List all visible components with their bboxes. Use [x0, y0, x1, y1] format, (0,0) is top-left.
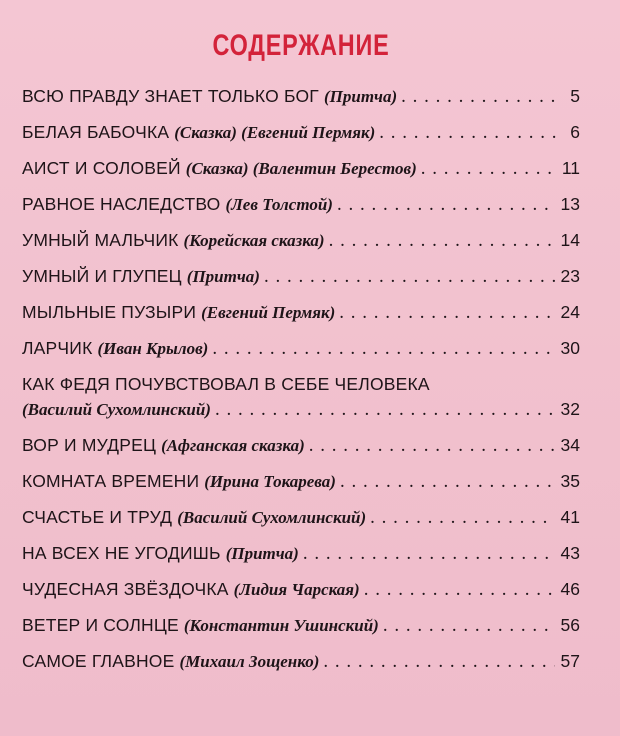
- toc-entry[interactable]: [22, 336, 580, 361]
- entry-page-number: 6: [570, 122, 580, 142]
- dot-leader: [329, 228, 555, 253]
- entry-author: (Василий Сухомлинский): [22, 400, 211, 419]
- entry-author: (Михаил Зощенко): [179, 652, 320, 671]
- entry-title: БЕЛАЯ БАБОЧКА: [22, 122, 170, 142]
- toc-entry[interactable]: [22, 264, 580, 289]
- toc-entry[interactable]: [22, 469, 580, 494]
- entry-author: (Лев Толстой): [225, 195, 333, 214]
- dot-leader: [337, 192, 555, 217]
- entry-title: ВЕТЕР И СОЛНЦЕ: [22, 615, 179, 635]
- entry-title: НА ВСЕХ НЕ УГОДИШЬ: [22, 543, 221, 563]
- entry-page-number: 5: [570, 86, 580, 106]
- dot-leader: [370, 505, 554, 530]
- dot-leader: [383, 613, 555, 638]
- entry-author: (Василий Сухомлинский): [177, 508, 367, 527]
- entry-author: (Лидия Чарская): [233, 580, 360, 599]
- entry-title: МЫЛЬНЫЕ ПУЗЫРИ: [22, 302, 197, 322]
- entry-author: (Евгений Пермяк): [201, 303, 336, 322]
- toc-entry[interactable]: [22, 577, 580, 602]
- dot-leader: [309, 433, 555, 458]
- dot-leader: [379, 120, 558, 145]
- entry-author: (Притча): [225, 544, 299, 563]
- dot-leader: [212, 336, 554, 361]
- toc-entry[interactable]: [22, 613, 580, 638]
- dot-leader: [264, 264, 555, 289]
- dot-leader: [421, 156, 556, 181]
- entry-title: ЛАРЧИК: [22, 338, 93, 358]
- entry-page-number: 30: [560, 338, 580, 358]
- toc-entry[interactable]: [22, 505, 580, 530]
- toc-entry[interactable]: [22, 649, 580, 674]
- entry-title: КАК ФЕДЯ ПОЧУВСТВОВАЛ В СЕБЕ ЧЕЛОВЕКА: [22, 374, 430, 394]
- toc-entry[interactable]: [22, 300, 580, 325]
- entry-page-number: 57: [560, 651, 580, 671]
- entry-page-number: 11: [561, 158, 580, 178]
- entry-title: УМНЫЙ И ГЛУПЕЦ: [22, 266, 182, 286]
- toc-entry[interactable]: [22, 192, 580, 217]
- toc-entry[interactable]: [22, 372, 580, 422]
- dot-leader: [303, 541, 555, 566]
- toc-entry[interactable]: [22, 84, 580, 109]
- entry-title: АИСТ И СОЛОВЕЙ: [22, 158, 181, 178]
- entry-title: РАВНОЕ НАСЛЕДСТВО: [22, 194, 221, 214]
- toc-entry[interactable]: [22, 156, 580, 181]
- entry-author: (Константин Ушинский): [183, 616, 379, 635]
- entry-author: (Сказка) (Валентин Берестов): [185, 159, 417, 178]
- entry-page-number: 13: [560, 194, 580, 214]
- entry-title: КОМНАТА ВРЕМЕНИ: [22, 471, 200, 491]
- table-of-contents: [22, 84, 580, 674]
- entry-title: УМНЫЙ МАЛЬЧИК: [22, 230, 179, 250]
- entry-author: (Сказка) (Евгений Пермяк): [174, 123, 376, 142]
- dot-leader: [339, 300, 554, 325]
- entry-page-number: 24: [560, 302, 580, 322]
- entry-author: (Ирина Токарева): [204, 472, 336, 491]
- entry-author: (Афганская сказка): [161, 436, 305, 455]
- entry-author: (Притча): [323, 87, 398, 106]
- toc-entry[interactable]: [22, 433, 580, 458]
- entry-title: САМОЕ ГЛАВНОЕ: [22, 651, 175, 671]
- entry-title: ВОР И МУДРЕЦ: [22, 435, 157, 455]
- entry-author: (Иван Крылов): [97, 339, 209, 358]
- entry-page-number: 34: [560, 435, 580, 455]
- toc-entry[interactable]: [22, 120, 580, 145]
- entry-second-line: [22, 397, 580, 422]
- dot-leader: [340, 469, 555, 494]
- toc-entry[interactable]: [22, 541, 580, 566]
- page-title: СОДЕРЖАНИЕ: [212, 29, 390, 62]
- dot-leader: [215, 397, 555, 422]
- entry-page-number: 14: [560, 230, 580, 250]
- entry-title: ЧУДЕСНАЯ ЗВЁЗДОЧКА: [22, 579, 229, 599]
- entry-author: (Корейская сказка): [183, 231, 325, 250]
- dot-leader: [323, 649, 554, 674]
- entry-page-number: 32: [560, 399, 580, 419]
- dot-leader: [401, 84, 558, 109]
- toc-entry[interactable]: [22, 228, 580, 253]
- entry-title: ВСЮ ПРАВДУ ЗНАЕТ ТОЛЬКО БОГ: [22, 86, 319, 106]
- entry-page-number: 43: [560, 543, 580, 563]
- entry-author: (Притча): [186, 267, 260, 286]
- entry-page-number: 46: [560, 579, 580, 599]
- entry-page-number: 23: [560, 266, 580, 286]
- entry-page-number: 56: [560, 615, 580, 635]
- dot-leader: [364, 577, 555, 602]
- entry-title: СЧАСТЬЕ И ТРУД: [22, 507, 173, 527]
- entry-page-number: 35: [560, 471, 580, 491]
- entry-page-number: 41: [560, 507, 580, 527]
